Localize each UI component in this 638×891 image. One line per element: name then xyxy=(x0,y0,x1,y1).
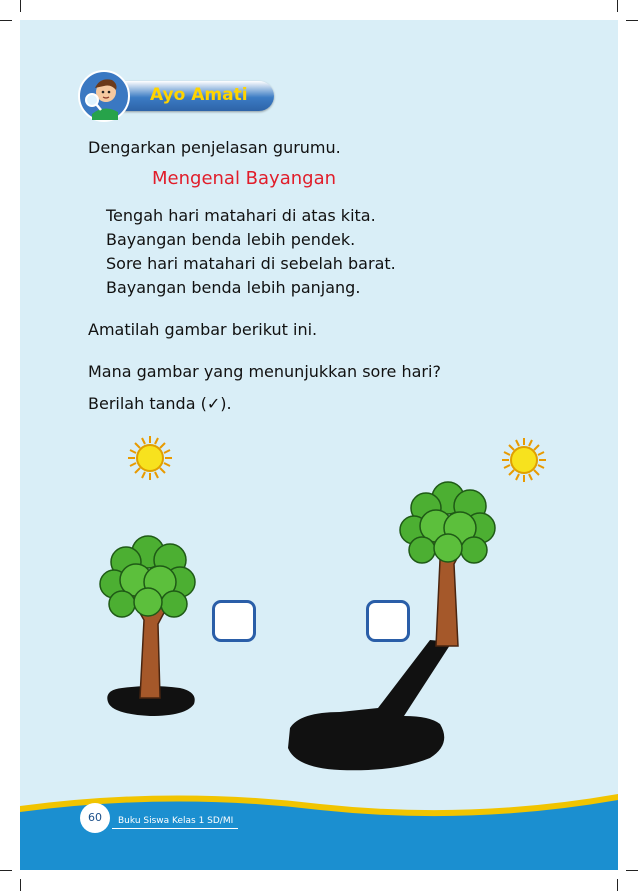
poem-line: Bayangan benda lebih pendek. xyxy=(106,230,356,249)
instruction-listen: Dengarkan penjelasan gurumu. xyxy=(88,138,341,157)
answer-checkbox-midday[interactable] xyxy=(212,600,256,642)
shadow-icon xyxy=(288,640,452,770)
sun-icon xyxy=(502,438,546,482)
footer-book-title: Buku Siswa Kelas 1 SD/MI xyxy=(118,816,234,826)
tree-icon xyxy=(100,536,195,617)
poem-line: Sore hari matahari di sebelah barat. xyxy=(106,254,396,273)
answer-checkbox-afternoon[interactable] xyxy=(366,600,410,642)
lesson-title: Mengenal Bayangan xyxy=(152,168,337,189)
question-text: Mana gambar yang menunjukkan sore hari? xyxy=(88,362,441,381)
instruction-observe: Amatilah gambar berikut ini. xyxy=(88,320,318,339)
tree-icon xyxy=(400,482,495,563)
poem-line: Bayangan benda lebih panjang. xyxy=(106,278,361,297)
mark-instruction: Berilah tanda (✓). xyxy=(88,394,232,413)
poem-line: Tengah hari matahari di atas kita. xyxy=(106,206,376,225)
page-number: 60 xyxy=(80,803,110,833)
footer-divider xyxy=(112,828,238,829)
sun-icon xyxy=(128,436,172,480)
section-tag-label: Ayo Amati xyxy=(150,85,248,105)
